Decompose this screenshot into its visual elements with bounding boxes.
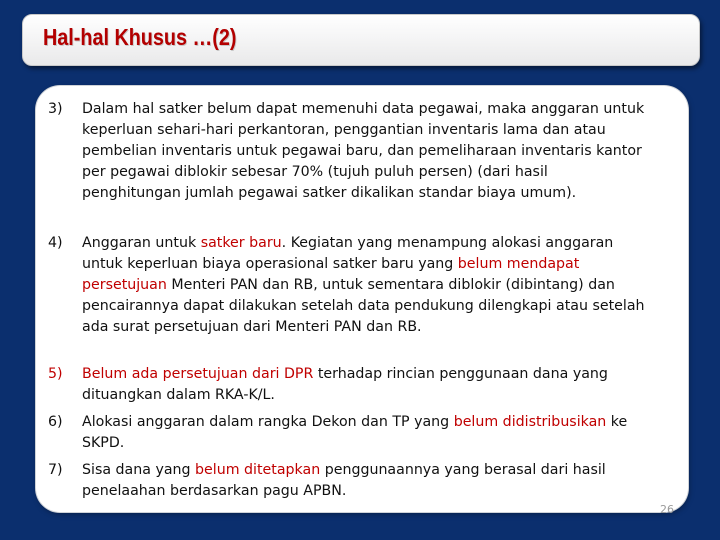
- slide-number: 26: [660, 503, 674, 516]
- list-item-6: [48, 412, 648, 454]
- item-number: 3): [48, 101, 63, 117]
- item-text: [82, 99, 648, 204]
- item-number: 5): [48, 366, 63, 382]
- item-text: [82, 460, 648, 502]
- item-segment-highlight: belum didistribusikan: [453, 414, 607, 430]
- item-number: 4): [48, 235, 63, 251]
- list-item-5: [48, 364, 648, 406]
- list-item-7: [48, 460, 648, 502]
- item-segment: Dalam hal satker belum dapat memenuhi data pegawai, maka anggaran untuk keperluan sehari-hari perkantoran, penggantian inventaris lama dan atau pembelian inventaris untuk pegawai baru, dan pemeliharaan inventaris kantor per pegawai diblokir sebesar 70% (tujuh puluh persen) (dari hasil penghitungan jumlah pegawai satker dikalikan standar biaya umum).: [82, 101, 645, 201]
- item-segment: Anggaran untuk: [82, 235, 201, 251]
- slide-title: Hal-hal Khusus …(2): [43, 24, 237, 50]
- item-segment: Alokasi anggaran dalam rangka Dekon dan TP yang: [82, 414, 454, 430]
- item-segment-highlight: belum mendapat persetujuan: [82, 256, 580, 293]
- item-segment-highlight: belum ditetapkan: [195, 462, 321, 478]
- list-item-4: [48, 233, 648, 338]
- item-text: [82, 364, 648, 406]
- item-text: [82, 412, 648, 454]
- title-bar: [22, 14, 700, 66]
- item-number: 7): [48, 462, 63, 478]
- item-segment: ke SKPD.: [82, 414, 628, 451]
- list-item-3: [48, 99, 648, 204]
- item-segment-highlight: Belum ada persetujuan dari DPR: [82, 366, 314, 382]
- item-segment: penggunaannya yang berasal dari hasil penelaahan berdasarkan pagu APBN.: [82, 462, 606, 499]
- item-text: [82, 233, 648, 338]
- item-segment: . Kegiatan yang menampung alokasi anggaran untuk keperluan biaya operasional satker baru yang: [82, 235, 614, 272]
- item-segment: Menteri PAN dan RB, untuk sementara diblokir (dibintang) dan pencairannya dapat dilakukan setelah data pendukung dilengkapi atau setelah ada surat persetujuan dari Menteri PAN dan RB.: [82, 277, 645, 335]
- item-segment: Sisa dana yang: [82, 462, 196, 478]
- item-segment-highlight: satker baru: [200, 235, 282, 251]
- item-number: 6): [48, 414, 63, 430]
- item-segment: terhadap rincian penggunaan dana yang dituangkan dalam RKA-K/L.: [82, 366, 608, 403]
